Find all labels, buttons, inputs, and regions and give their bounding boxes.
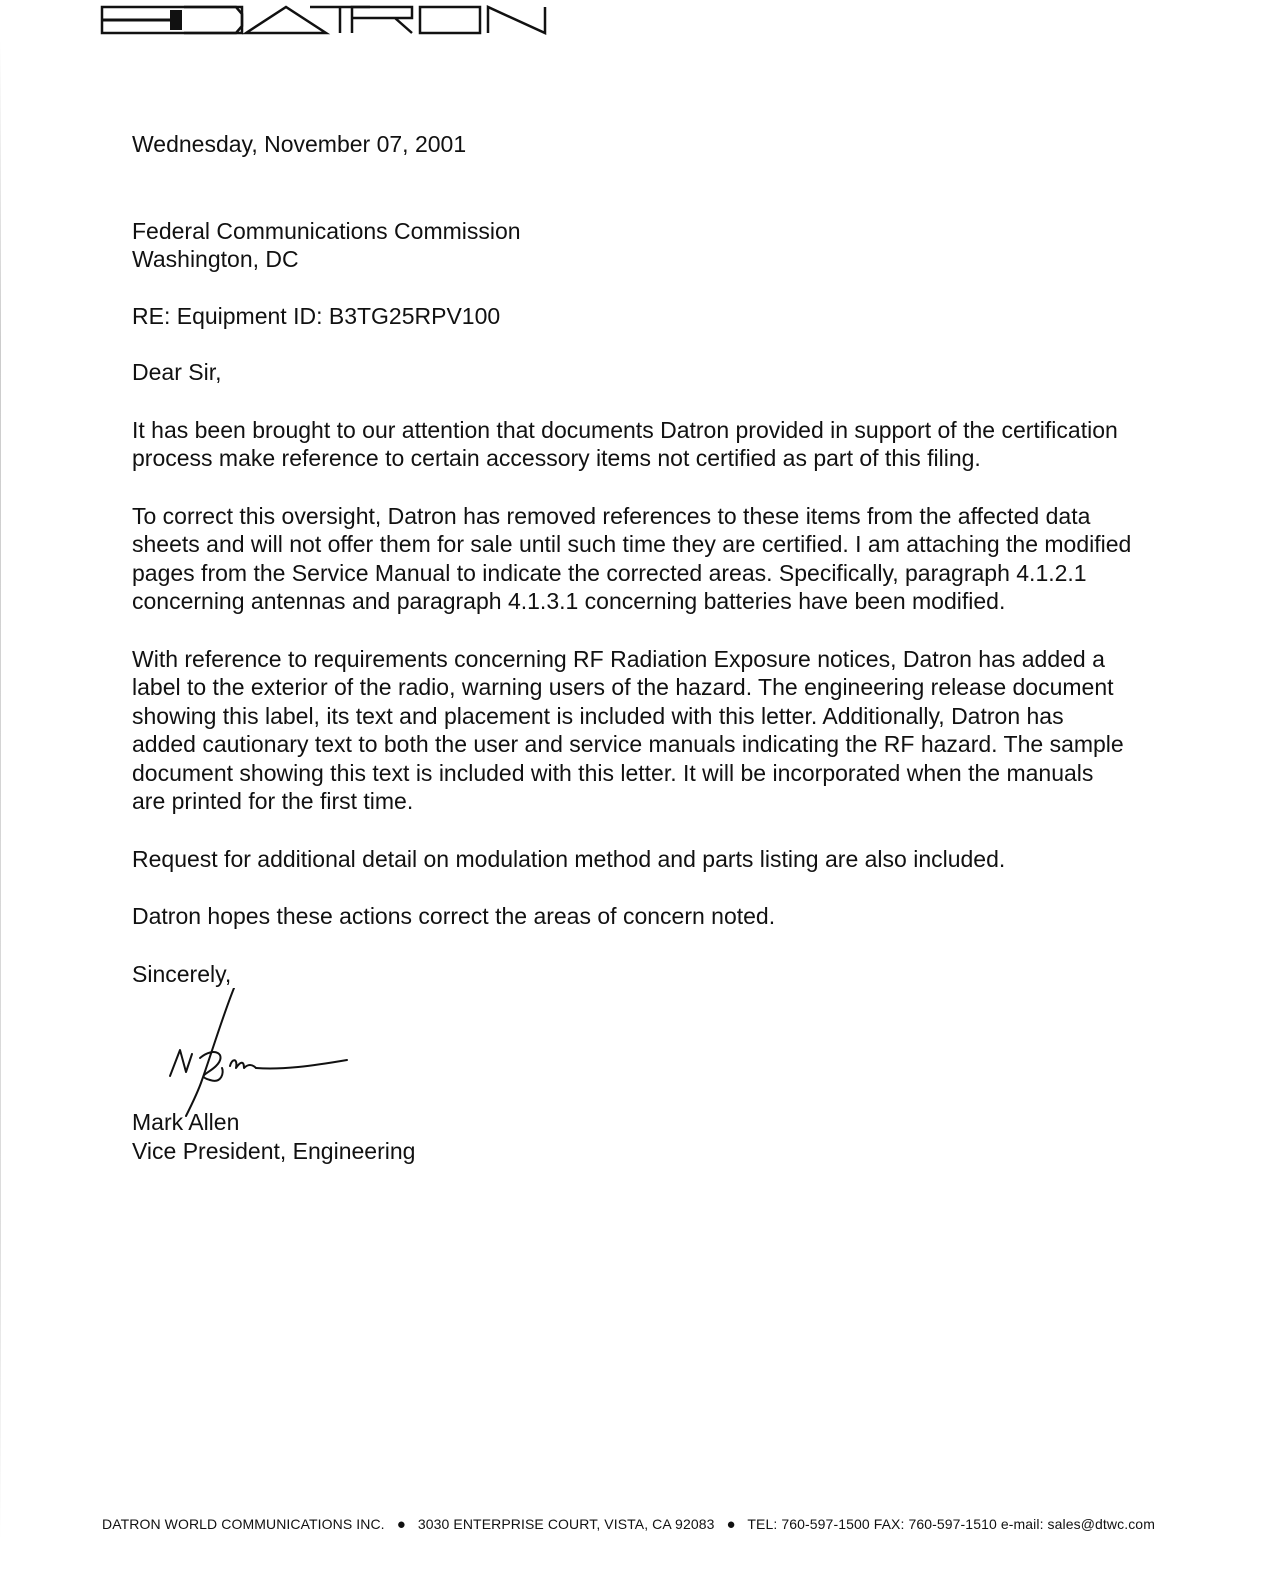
footer-bullet-1: ● [396,1516,406,1533]
subject-line: RE: Equipment ID: B3TG25RPV100 [132,302,501,329]
paragraph-5: Datron hopes these actions correct the areas of concern noted. [132,903,776,929]
salutation: Dear Sir, [132,359,222,385]
paragraph-4: Request for additional detail on modulation method and parts listing are also included. [132,845,1006,872]
paragraph-3: With reference to requirements concerning RF Radiation Exposure notices, Datron has added a label to the exterior of the radio, warning users of the hazard. The engineering release document showing this label, its text and placement is included with this letter. Additionally, Datron has added cautionary text to both the user and service manuals indicating the RF hazard. The sample document showing this text is included with this letter. It will be incorporated when the manuals are printed for the first time. [132,645,1124,814]
footer-address: 3030 ENTERPRISE COURT, VISTA, CA 92083 [417,1516,715,1532]
handwritten-signature [152,988,372,1118]
paragraph-1: It has been brought to our attention that documents Datron provided in support of the certification process make reference to certain accessory items not certified as part of this filing. [132,416,1118,471]
footer-bullet-2: ● [726,1516,736,1533]
signature-area [132,988,532,1108]
letter-date: Wednesday, November 07, 2001 [132,131,467,157]
scan-edge-line [0,40,1,1540]
letterhead-footer [102,1516,1155,1533]
recipient-address [132,217,1132,274]
closing: Sincerely, [132,960,232,987]
paragraph-2: To correct this oversight, Datron has removed references to these items from the affected data sheets and will not offer them for sale until such time they are certified. I am attaching the modified pages from the Service Manual to indicate the corrected areas. Specifically, paragraph 4.1.2.1 concerning antennas and paragraph 4.1.3.1 concerning batteries have been modified. [132,502,1132,614]
signer-title: Vice President, Engineering [132,1137,416,1164]
signer-name: Mark Allen [132,1109,240,1135]
footer-contact: TEL: 760-597-1500 FAX: 760-597-1510 e-mail: sales@dtwc.com [747,1516,1155,1532]
recipient-line-1: Federal Communications Commission [132,217,521,244]
footer-company: DATRON WORLD COMMUNICATIONS INC. [102,1516,385,1532]
letter-body [132,130,1132,1165]
datron-logo [100,2,550,36]
recipient-line-2: Washington, DC [132,246,299,272]
